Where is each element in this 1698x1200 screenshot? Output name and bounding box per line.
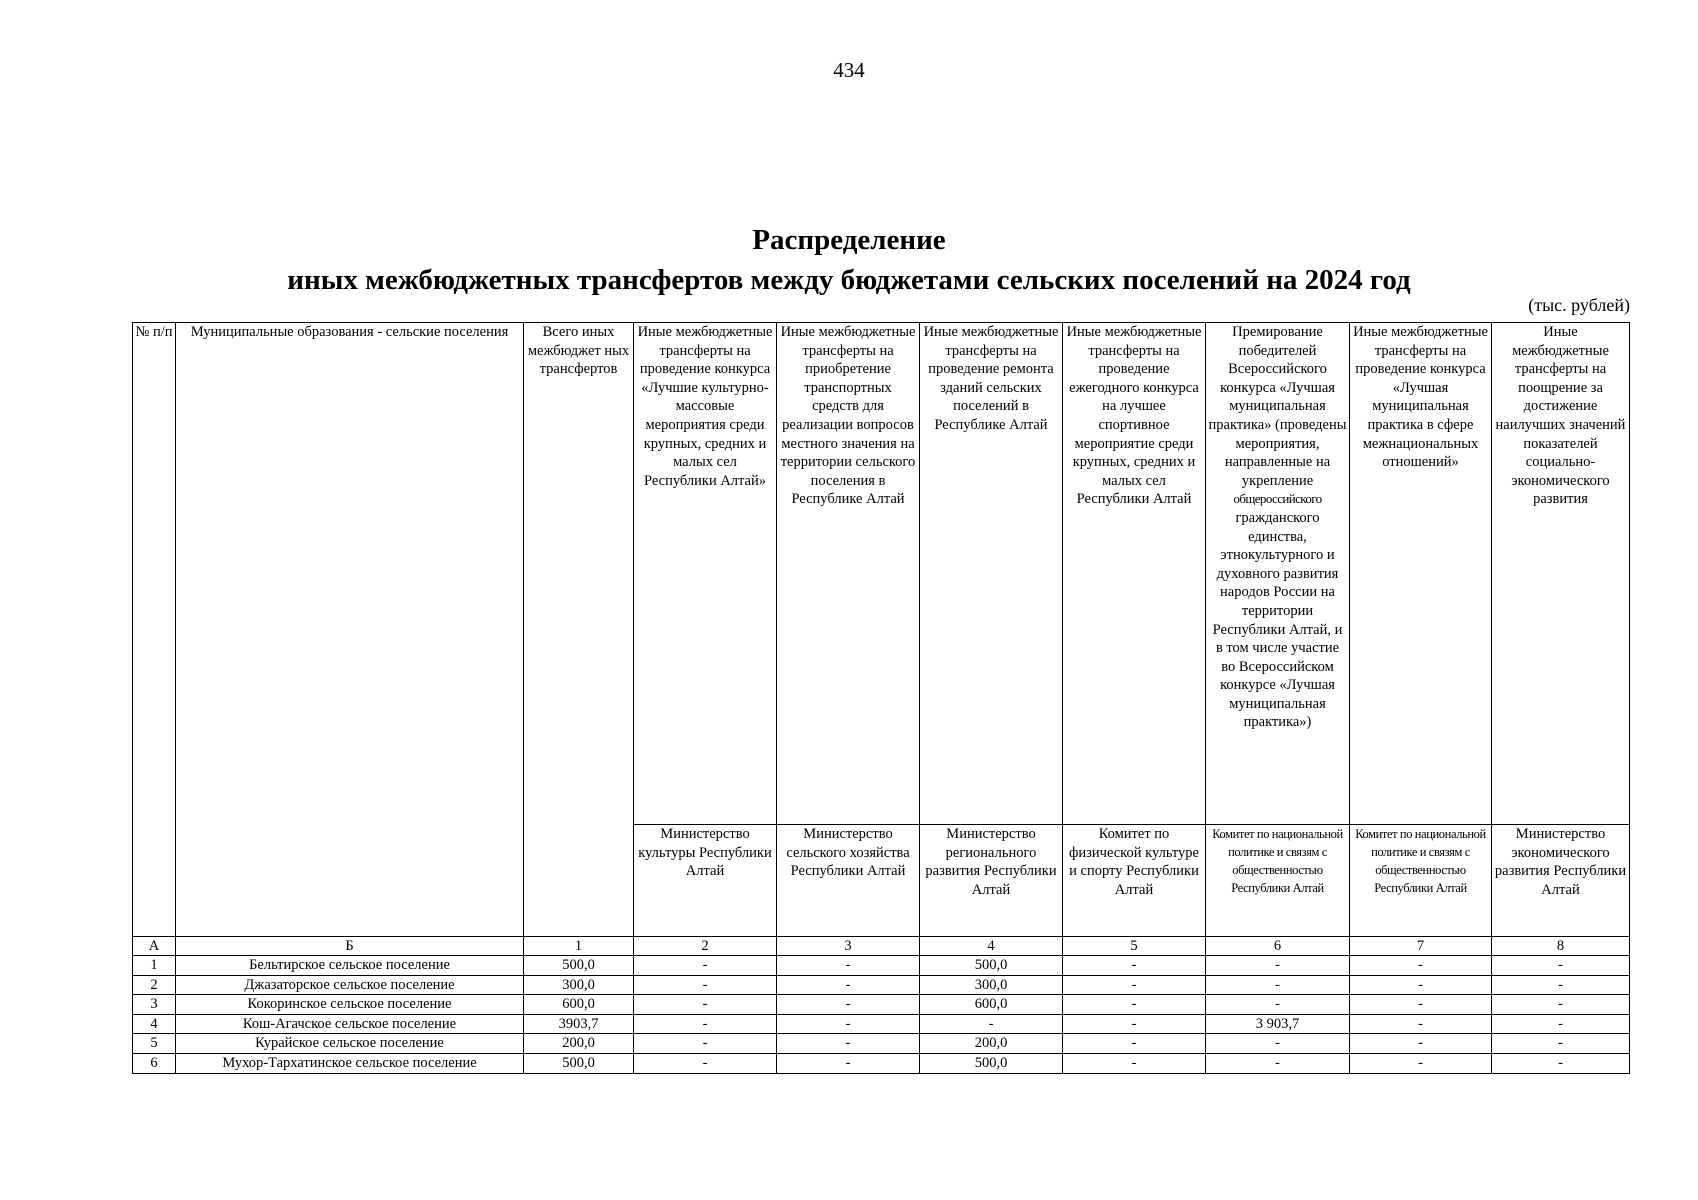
document-title xyxy=(0,220,1698,300)
municipality-name: Джазаторское сельское поселение xyxy=(176,975,524,995)
units-label: (тыс. рублей) xyxy=(1528,295,1630,315)
value-col-7: - xyxy=(1350,975,1492,995)
header-col-7: Иные межбюджетные трансферты на проведение конкурса «Лучшая муниципальная практика в сфере межнациональных отношений» xyxy=(1350,323,1492,825)
header-total: Всего иных межбюджет ных трансфертов xyxy=(524,323,634,937)
total-value: 200,0 xyxy=(524,1034,634,1054)
header-col-3: Иные межбюджетные трансферты на приобретение транспортных средств для реализации вопросов местного значения на территории сельского поселения в Республике Алтай xyxy=(777,323,920,825)
title-line-1: Распределение xyxy=(752,224,946,256)
value-col-8: - xyxy=(1492,1034,1630,1054)
row-number: 6 xyxy=(133,1053,176,1073)
value-col-2: - xyxy=(634,1014,777,1034)
value-col-3: - xyxy=(777,1014,920,1034)
header-col-2: Иные межбюджетные трансферты на проведение конкурса «Лучшие культурно-массовые мероприятия среди крупных, средних и малых сел Республики Алтай» xyxy=(634,323,777,825)
code-b: Б xyxy=(176,937,524,956)
row-number: 1 xyxy=(133,956,176,976)
value-col-5: - xyxy=(1063,995,1206,1015)
table-row xyxy=(133,956,1630,976)
municipality-name: Курайское сельское поселение xyxy=(176,1034,524,1054)
value-col-8: - xyxy=(1492,995,1630,1015)
value-col-5: - xyxy=(1063,1053,1206,1073)
value-col-2: - xyxy=(634,975,777,995)
value-col-5: - xyxy=(1063,956,1206,976)
ministry-col-8: Министерство экономического развития Республики Алтай xyxy=(1492,825,1630,937)
header-col-6-part-1: Премирование победителей Всероссийского конкурса «Лучшая муниципальная практика» (проведены мероприятия, направленные на укрепление xyxy=(1208,324,1347,489)
municipality-name: Кокоринское сельское поселение xyxy=(176,995,524,1015)
page-number: 434 xyxy=(833,58,865,82)
table-row xyxy=(133,1053,1630,1073)
value-col-6: - xyxy=(1206,1053,1350,1073)
value-col-6: 3 903,7 xyxy=(1206,1014,1350,1034)
header-col-8: Иные межбюджетные трансферты на поощрение за достижение наилучших значений показателей социально-экономического развития xyxy=(1492,323,1630,825)
header-row xyxy=(133,323,1630,825)
municipality-name: Мухор-Тархатинское сельское поселение xyxy=(176,1053,524,1073)
value-col-6: - xyxy=(1206,1034,1350,1054)
row-number: 2 xyxy=(133,975,176,995)
code-5: 5 xyxy=(1063,937,1206,956)
value-col-8: - xyxy=(1492,1014,1630,1034)
ministry-col-4: Министерство регионального развития Республики Алтай xyxy=(920,825,1063,937)
ministry-col-2: Министерство культуры Республики Алтай xyxy=(634,825,777,937)
code-a: А xyxy=(133,937,176,956)
value-col-4: 200,0 xyxy=(920,1034,1063,1054)
table-row xyxy=(133,995,1630,1015)
value-col-7: - xyxy=(1350,1053,1492,1073)
header-col-6 xyxy=(1206,323,1350,825)
value-col-7: - xyxy=(1350,1014,1492,1034)
header-col-6-part-2: гражданского единства, этнокультурного и духовного развития народов России на территории Республики Алтай, и в том числе участие во Всероссийском конкурсе «Лучшая муниципальная практика») xyxy=(1212,509,1343,731)
ministry-col-6: Комитет по национальной политике и связям с общественностью Республики Алтай xyxy=(1206,825,1350,937)
table-row xyxy=(133,1014,1630,1034)
value-col-5: - xyxy=(1063,975,1206,995)
header-col-6-squeezed: общероссийского xyxy=(1233,491,1322,507)
value-col-3: - xyxy=(777,1034,920,1054)
value-col-4: 300,0 xyxy=(920,975,1063,995)
value-col-4: 500,0 xyxy=(920,956,1063,976)
value-col-3: - xyxy=(777,1053,920,1073)
value-col-4: 500,0 xyxy=(920,1053,1063,1073)
distribution-table xyxy=(132,322,1630,1074)
total-value: 500,0 xyxy=(524,1053,634,1073)
header-municipality: Муниципальные образования - сельские поселения xyxy=(176,323,524,937)
row-number: 5 xyxy=(133,1034,176,1054)
title-line-2: иных межбюджетных трансфертов между бюджетами сельских поселений на 2024 год xyxy=(287,264,1411,296)
total-value: 3903,7 xyxy=(524,1014,634,1034)
ministry-col-7: Комитет по национальной политике и связям с общественностью Республики Алтай xyxy=(1350,825,1492,937)
ministry-col-3: Министерство сельского хозяйства Республики Алтай xyxy=(777,825,920,937)
total-value: 600,0 xyxy=(524,995,634,1015)
total-value: 500,0 xyxy=(524,956,634,976)
value-col-2: - xyxy=(634,956,777,976)
municipality-name: Бельтирское сельское поселение xyxy=(176,956,524,976)
value-col-6: - xyxy=(1206,956,1350,976)
value-col-2: - xyxy=(634,1053,777,1073)
ministry-col-5: Комитет по физической культуре и спорту Республики Алтай xyxy=(1063,825,1206,937)
value-col-5: - xyxy=(1063,1034,1206,1054)
value-col-2: - xyxy=(634,995,777,1015)
value-col-8: - xyxy=(1492,1053,1630,1073)
total-value: 300,0 xyxy=(524,975,634,995)
value-col-4: 600,0 xyxy=(920,995,1063,1015)
header-col-5: Иные межбюджетные трансферты на проведение ежегодного конкурса на лучшее спортивное мероприятие среди крупных, средних и малых сел Республики Алтай xyxy=(1063,323,1206,825)
table-row xyxy=(133,1034,1630,1054)
value-col-7: - xyxy=(1350,995,1492,1015)
value-col-8: - xyxy=(1492,956,1630,976)
table-row xyxy=(133,975,1630,995)
value-col-3: - xyxy=(777,956,920,976)
code-4: 4 xyxy=(920,937,1063,956)
value-col-3: - xyxy=(777,995,920,1015)
value-col-4: - xyxy=(920,1014,1063,1034)
column-codes-row xyxy=(133,937,1630,956)
value-col-8: - xyxy=(1492,975,1630,995)
row-number: 3 xyxy=(133,995,176,1015)
code-7: 7 xyxy=(1350,937,1492,956)
code-8: 8 xyxy=(1492,937,1630,956)
value-col-7: - xyxy=(1350,1034,1492,1054)
value-col-5: - xyxy=(1063,1014,1206,1034)
header-col-4: Иные межбюджетные трансферты на проведение ремонта зданий сельских поселений в Республике Алтай xyxy=(920,323,1063,825)
code-2: 2 xyxy=(634,937,777,956)
code-1: 1 xyxy=(524,937,634,956)
code-6: 6 xyxy=(1206,937,1350,956)
code-3: 3 xyxy=(777,937,920,956)
header-num: № п/п xyxy=(133,323,176,937)
value-col-6: - xyxy=(1206,995,1350,1015)
value-col-6: - xyxy=(1206,975,1350,995)
value-col-7: - xyxy=(1350,956,1492,976)
value-col-3: - xyxy=(777,975,920,995)
value-col-2: - xyxy=(634,1034,777,1054)
municipality-name: Кош-Агачское сельское поселение xyxy=(176,1014,524,1034)
row-number: 4 xyxy=(133,1014,176,1034)
